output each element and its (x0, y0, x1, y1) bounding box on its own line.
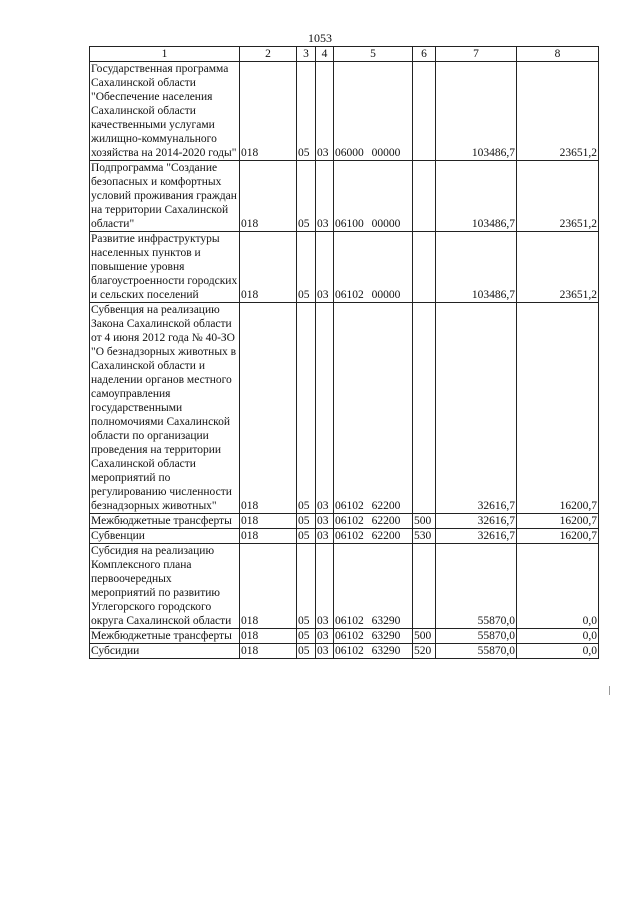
row-name: Межбюджетные трансферты (90, 514, 240, 529)
budget-table (89, 46, 599, 659)
row-amount-1: 32616,7 (436, 303, 517, 514)
row-subsection: 03 (316, 629, 334, 644)
row-name: Развитие инфраструктуры населенных пунктов и повышение уровня благоустроенности городских и сельских поселений (90, 232, 240, 303)
row-amount-2: 16200,7 (517, 303, 599, 514)
row-section: 05 (297, 544, 316, 629)
row-expense-type: 500 (413, 514, 436, 529)
row-subsection: 03 (316, 161, 334, 232)
row-section: 05 (297, 644, 316, 659)
row-amount-1: 103486,7 (436, 232, 517, 303)
row-target-article: 06102 62200 (334, 529, 413, 544)
row-amount-1: 32616,7 (436, 529, 517, 544)
row-target-article: 06102 62200 (334, 514, 413, 529)
row-code: 018 (240, 544, 297, 629)
row-expense-type: 520 (413, 644, 436, 659)
row-amount-2: 0,0 (517, 544, 599, 629)
row-amount-1: 55870,0 (436, 629, 517, 644)
row-amount-1: 103486,7 (436, 62, 517, 161)
column-header: 2 (240, 47, 297, 62)
row-amount-1: 103486,7 (436, 161, 517, 232)
row-amount-1: 32616,7 (436, 514, 517, 529)
row-expense-type (413, 303, 436, 514)
column-header: 1 (90, 47, 240, 62)
row-subsection: 03 (316, 644, 334, 659)
row-subsection: 03 (316, 232, 334, 303)
table-row (90, 644, 599, 659)
row-code: 018 (240, 303, 297, 514)
row-name: Субсидии (90, 644, 240, 659)
scan-mark (609, 686, 610, 695)
row-code: 018 (240, 529, 297, 544)
row-subsection: 03 (316, 303, 334, 514)
row-amount-2: 23651,2 (517, 232, 599, 303)
header-row (90, 47, 599, 62)
row-section: 05 (297, 232, 316, 303)
row-amount-2: 23651,2 (517, 62, 599, 161)
row-section: 05 (297, 161, 316, 232)
table-row (90, 544, 599, 629)
row-subsection: 03 (316, 529, 334, 544)
row-section: 05 (297, 514, 316, 529)
row-name: Субсидия на реализацию Комплексного плана первоочередных мероприятий по развитию Углегорского городского округа Сахалинской области (90, 544, 240, 629)
page-number: 1053 (308, 31, 332, 45)
row-section: 05 (297, 529, 316, 544)
table-row (90, 161, 599, 232)
column-header: 8 (517, 47, 599, 62)
row-target-article: 06000 00000 (334, 62, 413, 161)
row-name: Подпрограмма "Создание безопасных и комфортных условий проживания граждан на территории Сахалинской области" (90, 161, 240, 232)
row-amount-1: 55870,0 (436, 544, 517, 629)
row-name: Субвенция на реализацию Закона Сахалинской области от 4 июня 2012 года № 40-ЗО "О безнадзорных животных в Сахалинской области и наделении органов местного самоуправления государственными полномочиями Сахалинской области по организации проведения на территории Сахалинской области мероприятий по регулированию численности безнадзорных животных" (90, 303, 240, 514)
row-code: 018 (240, 161, 297, 232)
row-code: 018 (240, 514, 297, 529)
row-target-article: 06100 00000 (334, 161, 413, 232)
row-subsection: 03 (316, 544, 334, 629)
table-row (90, 629, 599, 644)
row-subsection: 03 (316, 62, 334, 161)
column-header: 5 (334, 47, 413, 62)
row-amount-2: 16200,7 (517, 529, 599, 544)
row-expense-type (413, 161, 436, 232)
row-expense-type (413, 544, 436, 629)
row-section: 05 (297, 629, 316, 644)
row-section: 05 (297, 62, 316, 161)
row-expense-type: 530 (413, 529, 436, 544)
row-amount-2: 0,0 (517, 644, 599, 659)
table-row (90, 514, 599, 529)
row-target-article: 06102 00000 (334, 232, 413, 303)
row-amount-1: 55870,0 (436, 644, 517, 659)
row-code: 018 (240, 629, 297, 644)
table-row (90, 232, 599, 303)
row-amount-2: 0,0 (517, 629, 599, 644)
table-row (90, 303, 599, 514)
row-target-article: 06102 63290 (334, 644, 413, 659)
row-code: 018 (240, 232, 297, 303)
row-target-article: 06102 63290 (334, 544, 413, 629)
row-expense-type: 500 (413, 629, 436, 644)
table-row (90, 62, 599, 161)
row-expense-type (413, 232, 436, 303)
row-amount-2: 16200,7 (517, 514, 599, 529)
row-expense-type (413, 62, 436, 161)
row-subsection: 03 (316, 514, 334, 529)
row-name: Субвенции (90, 529, 240, 544)
row-target-article: 06102 62200 (334, 303, 413, 514)
column-header: 6 (413, 47, 436, 62)
row-section: 05 (297, 303, 316, 514)
table-row (90, 529, 599, 544)
row-name: Межбюджетные трансферты (90, 629, 240, 644)
column-header: 7 (436, 47, 517, 62)
row-amount-2: 23651,2 (517, 161, 599, 232)
row-name: Государственная программа Сахалинской области "Обеспечение населения Сахалинской области качественными услугами жилищно-коммунального хозяйства на 2014-2020 годы" (90, 62, 240, 161)
row-code: 018 (240, 644, 297, 659)
column-header: 3 (297, 47, 316, 62)
row-target-article: 06102 63290 (334, 629, 413, 644)
column-header: 4 (316, 47, 334, 62)
row-code: 018 (240, 62, 297, 161)
